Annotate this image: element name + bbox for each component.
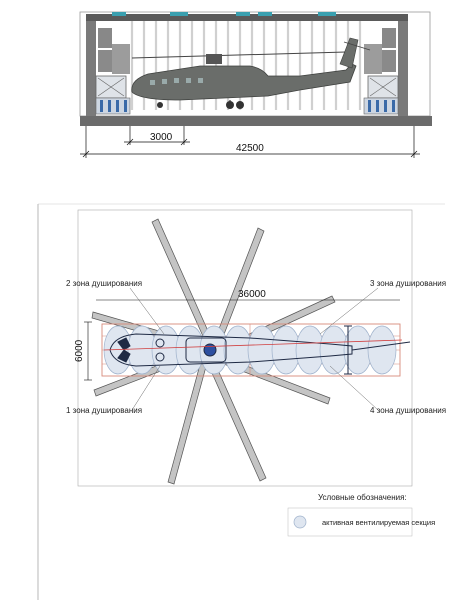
side-dim-left: 3000: [150, 132, 173, 143]
zone-3-label: 3 зона душирования: [370, 279, 447, 288]
plan-dim-width: 6000: [74, 339, 85, 362]
legend-item-label: активная вентилируемая секция: [322, 518, 436, 527]
legend: [288, 493, 435, 536]
legend-section-symbol: [294, 516, 306, 528]
ventilated-section: [368, 326, 396, 374]
zone-4-label: 4 зона душирования: [370, 406, 447, 415]
legend-title: Условные обозначения:: [318, 493, 407, 502]
zone-2-label: 2 зона душирования: [66, 279, 143, 288]
side-dim-total: 42500: [236, 143, 264, 154]
side-view: [80, 12, 432, 158]
left-column: [86, 21, 96, 118]
floor-slab: [80, 116, 432, 126]
plan-dim-length: 36000: [238, 289, 266, 300]
plan-view: [38, 204, 446, 600]
zone-1-label: 1 зона душирования: [66, 406, 143, 415]
right-column: [398, 21, 408, 118]
